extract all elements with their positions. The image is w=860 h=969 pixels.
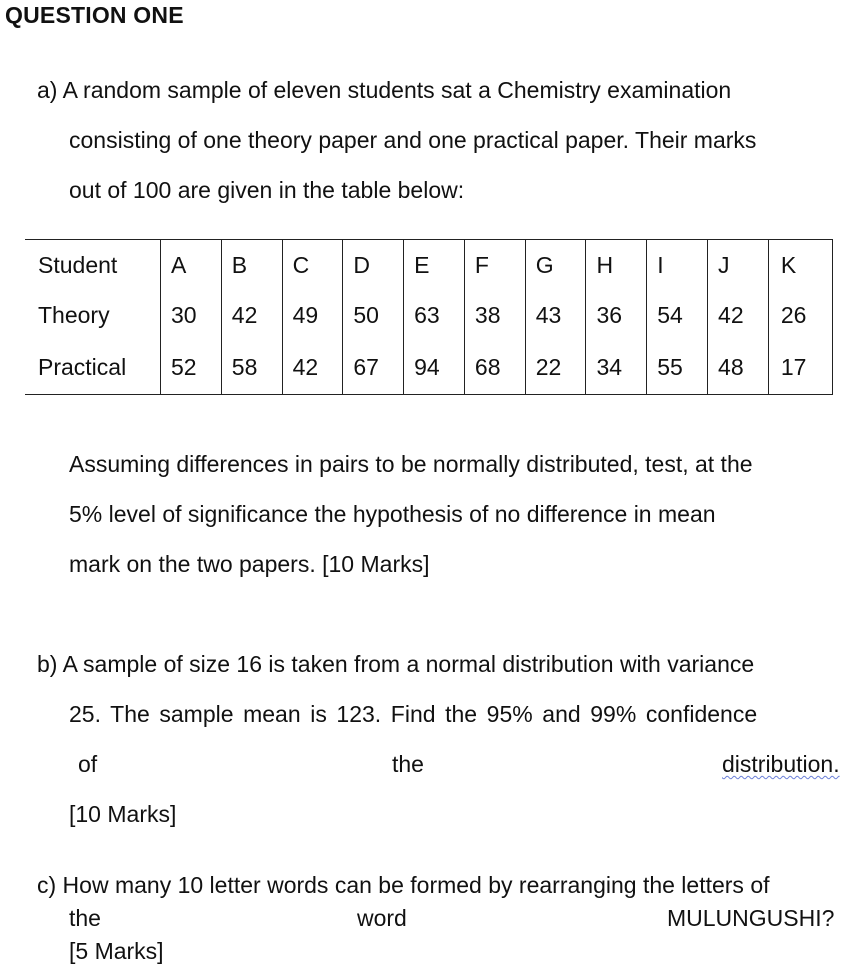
table-cell: H (586, 240, 647, 291)
table-cell: 94 (404, 340, 465, 395)
part-b-word-the: the (392, 751, 424, 777)
table-cell: 34 (586, 340, 647, 395)
table-cell: J (708, 240, 769, 291)
part-a-after-3: mark on the two papers. [10 Marks] (69, 551, 430, 577)
marks-table (25, 239, 833, 395)
table-cell: 22 (525, 340, 586, 395)
table-cell: 63 (404, 290, 465, 340)
row-label-practical: Practical (25, 340, 161, 395)
table-row-theory (25, 290, 833, 340)
table-cell: 68 (464, 340, 525, 395)
part-c-word-word: word (357, 905, 407, 931)
part-c-word-the: the (69, 905, 101, 931)
part-a-after-1: Assuming differences in pairs to be normally distributed, test, at the (69, 451, 753, 477)
table-cell: 17 (768, 340, 832, 395)
part-a-line-1: a) A random sample of eleven students sat a Chemistry examination (37, 77, 732, 103)
table-cell: B (221, 240, 282, 291)
table-cell: 52 (161, 340, 222, 395)
table-cell: 50 (343, 290, 404, 340)
part-b-marks: [10 Marks] (69, 801, 177, 827)
table-cell: K (768, 240, 832, 291)
row-label-theory: Theory (25, 290, 161, 340)
part-c-marks: [5 Marks] (69, 938, 164, 964)
spellcheck-underline: distribution. (722, 751, 840, 777)
part-c-word-mulungushi: MULUNGUSHI? (667, 905, 835, 931)
table-cell: 30 (161, 290, 222, 340)
part-a-after-2: 5% level of significance the hypothesis of no difference in mean (69, 501, 716, 527)
table-cell: G (525, 240, 586, 291)
table-cell: C (282, 240, 343, 291)
table-cell: 42 (221, 290, 282, 340)
part-a-line-2: consisting of one theory paper and one practical paper. Their marks (69, 127, 757, 153)
table-cell: 42 (708, 290, 769, 340)
table-cell: 26 (768, 290, 832, 340)
table-row-student (25, 240, 833, 291)
part-b-line-2-text: 25. The sample mean is 123. Find the 95% and 99% confidence (69, 701, 758, 727)
table-cell: 36 (586, 290, 647, 340)
part-a-line-3: out of 100 are given in the table below: (69, 177, 465, 203)
table-cell: 58 (221, 340, 282, 395)
table-cell: 48 (708, 340, 769, 395)
page-title: QUESTION ONE (5, 2, 184, 28)
table-cell: E (404, 240, 465, 291)
part-b-word-distribution (722, 751, 840, 778)
table-cell: I (647, 240, 708, 291)
part-b-line-1: b) A sample of size 16 is taken from a normal distribution with variance (37, 651, 755, 677)
table-cell: 54 (647, 290, 708, 340)
table-cell: 49 (282, 290, 343, 340)
table-cell: 43 (525, 290, 586, 340)
table-cell: F (464, 240, 525, 291)
table-cell: 38 (464, 290, 525, 340)
table-cell: 42 (282, 340, 343, 395)
table-cell: D (343, 240, 404, 291)
table-cell: 55 (647, 340, 708, 395)
part-b-line-2 (69, 701, 853, 728)
table-cell: 67 (343, 340, 404, 395)
table-row-practical (25, 340, 833, 395)
part-b-word-of: of (78, 751, 98, 777)
part-c-line-1: c) How many 10 letter words can be formed by rearranging the letters of (37, 872, 770, 898)
table-cell: A (161, 240, 222, 291)
row-label-student: Student (25, 240, 161, 291)
